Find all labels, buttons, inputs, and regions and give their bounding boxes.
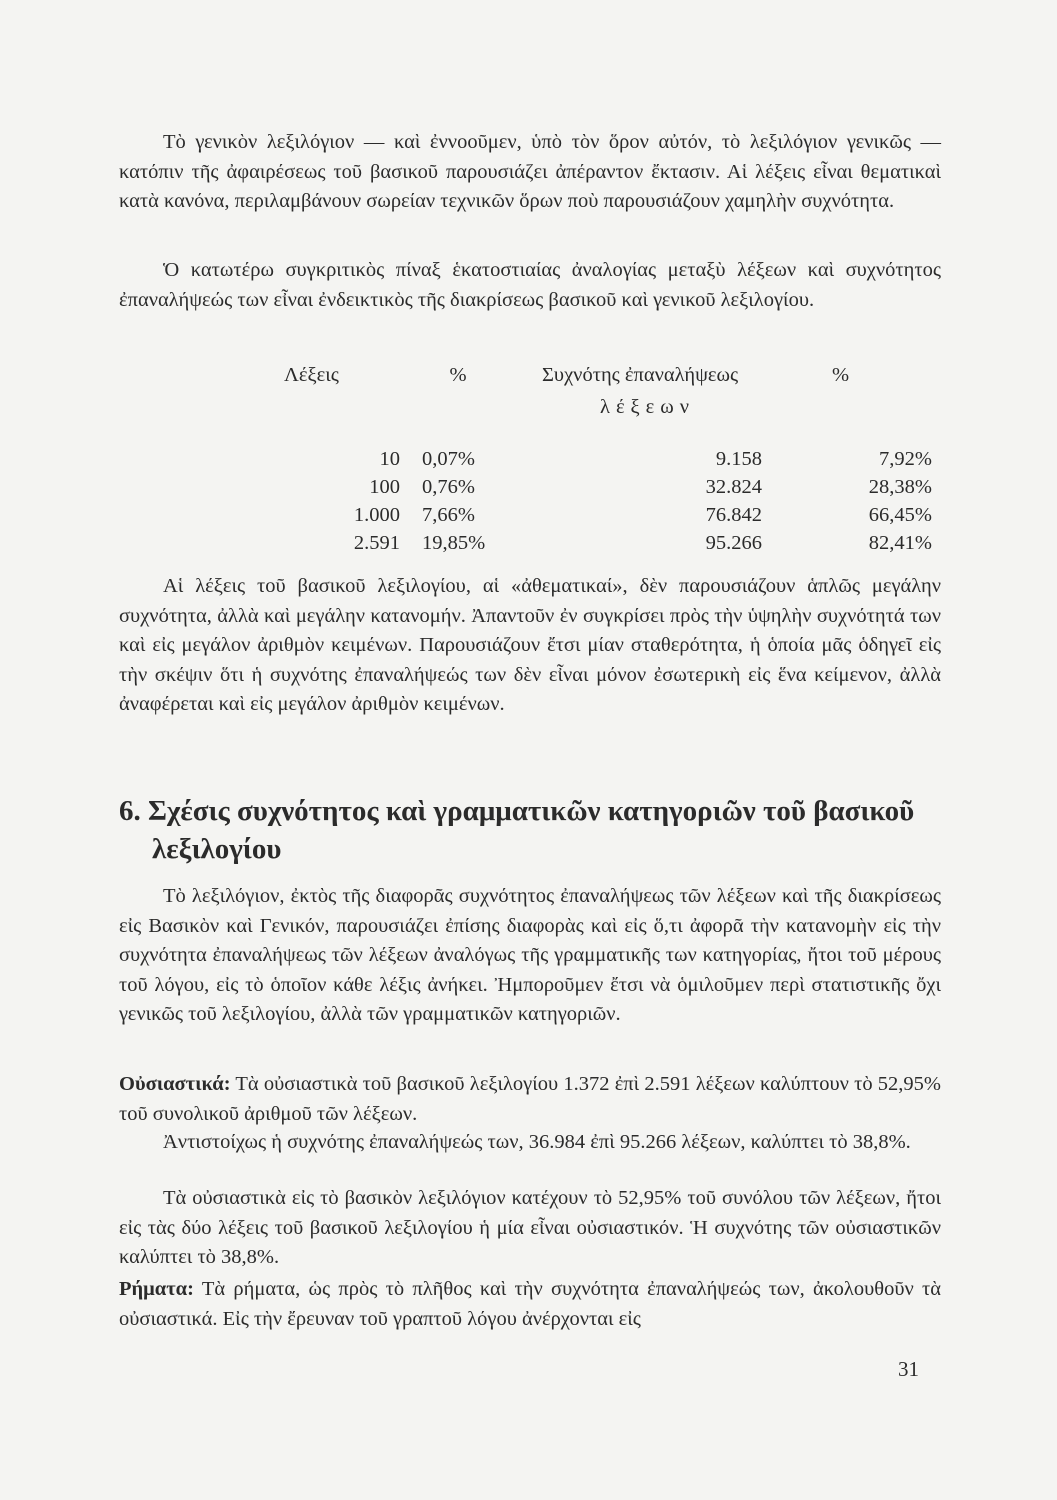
cell-frequency-percent: 66,45% — [868, 504, 932, 526]
table-row — [266, 504, 932, 532]
table-subheader-row — [266, 396, 932, 448]
header-percent-frequency: % — [832, 364, 850, 386]
cell-frequency-percent: 7,92% — [879, 448, 932, 470]
cell-frequency-percent: 82,41% — [868, 532, 932, 554]
cell-words-percent: 19,85% — [422, 532, 486, 554]
table-row — [266, 448, 932, 476]
paragraph-verbs — [119, 1275, 941, 1334]
table-row — [266, 532, 932, 560]
header-words: Λέξεις — [284, 364, 339, 386]
section-number: 6. — [119, 795, 141, 827]
label-verbs: Ρήματα: — [119, 1278, 194, 1300]
paragraph-general-vocabulary: Τὸ γενικὸν λεξιλόγιον — καὶ ἐννοοῦμεν, ὑπὸ τὸν ὅρον αὐτόν, τὸ λεξιλόγιον γενικῶς — κατόπιν τῆς ἀφαιρέσεως τοῦ βασικοῦ παρουσιάζει ἀπέραντον ἔκτασιν. Αἱ λέξεις εἶναι θεματικαὶ κατὰ κανόνα, περιλαμβάνουν σωρείαν τεχνικῶν ὅρων ποὺ παρουσιάζουν χαμηλὴν συχνότητα. — [119, 131, 941, 212]
frequency-table — [266, 364, 932, 560]
cell-words-percent: 0,07% — [422, 448, 475, 470]
header-frequency: Συχνότης ἐπαναλήψεως — [542, 364, 739, 386]
paragraph-table-intro: Ὁ κατωτέρω συγκριτικὸς πίναξ ἑκατοστιαίας ἀναλογίας μεταξὺ λέξεων καὶ συχνότητος ἐπαναλήψεώς των εἶναι ἐνδεικτικὸς τῆς διακρίσεως βασικοῦ καὶ γενικοῦ λεξιλογίου. — [119, 259, 941, 311]
paragraph-nouns-frequency: Ἀντιστοίχως ἡ συχνότης ἐπαναλήψεώς των, 36.984 ἐπὶ 95.266 λέξεων, καλύπτει τὸ 38,8%. — [163, 1131, 911, 1153]
text-nouns: Τὰ οὐσιαστικὰ τοῦ βασικοῦ λεξιλογίου 1.372 ἐπὶ 2.591 λέξεων καλύπτουν τὸ 52,95% τοῦ συνολικοῦ ἀριθμοῦ τῶν λέξεων. — [119, 1073, 941, 1125]
cell-words: 1.000 — [353, 504, 400, 526]
paragraph-grammatical-categories: Τὸ λεξιλόγιον, ἐκτὸς τῆς διαφορᾶς συχνότητος ἐπαναλήψεως τῶν λέξεων καὶ τῆς διακρίσεως εἰς Βασικὸν καὶ Γενικόν, παρουσιάζει ἐπίσης διαφορὰς καὶ εἰς ὅ,τι ἀφορᾶ τὴν κατανομὴν εἰς τὴν συχνότητα ἐπαναλήψεως τῶν λέξεων ἀναλόγως τῆς γραμματικῆς των κατηγορίας, ἤτοι τοῦ μέρους τοῦ λόγου, εἰς τὸ ὁποῖον κάθε λέξις ἀνήκει. Ἠμποροῦμεν ἔτσι νὰ ὁμιλοῦμεν περὶ στατιστικῆς ὄχι γενικῶς τοῦ λεξιλογίου, ἀλλὰ τῶν γραμματικῶν κατηγοριῶν. — [119, 885, 941, 1025]
cell-frequency: 9.158 — [715, 448, 762, 470]
label-nouns: Οὐσιαστικά: — [119, 1073, 231, 1095]
cell-words-percent: 7,66% — [422, 504, 475, 526]
header-percent-words: % — [449, 364, 467, 386]
cell-frequency-percent: 28,38% — [868, 476, 932, 498]
cell-frequency: 95.266 — [705, 532, 762, 554]
text-verbs: Τὰ ρήματα, ὡς πρὸς τὸ πλῆθος καὶ τὴν συχνότητα ἐπαναλήψεώς των, ἀκολουθοῦν τὰ οὐσιαστικά. Εἰς τὴν ἔρευναν τοῦ γραπτοῦ λόγου ἀνέρχονται εἰς — [119, 1278, 941, 1330]
section-title-line1: Σχέσις συχνότητος καὶ γραμματικῶν κατηγοριῶν τοῦ βασικοῦ — [148, 795, 915, 827]
cell-words-percent: 0,76% — [422, 476, 475, 498]
table-header-row — [266, 364, 932, 396]
cell-words: 2.591 — [353, 532, 400, 554]
page-number: 31 — [898, 1357, 919, 1381]
subheader-words-label: λέξεων — [600, 396, 696, 418]
section-heading — [119, 792, 941, 868]
table-row — [266, 476, 932, 504]
paragraph-nouns — [119, 1070, 941, 1129]
cell-frequency: 76.842 — [705, 504, 762, 526]
cell-frequency: 32.824 — [705, 476, 762, 498]
paragraph-basic-vocabulary: Αἱ λέξεις τοῦ βασικοῦ λεξιλογίου, αἱ «ἀθεματικαί», δὲν παρουσιάζουν ἁπλῶς μεγάλην συχνότητα, ἀλλὰ καὶ μεγάλην κατανομήν. Ἀπαντοῦν ἐν συγκρίσει πρὸς τὴν ὑψηλὴν συχνότητά των καὶ εἰς μεγάλον ἀριθμὸν κειμένων. Παρουσιάζουν ἔτσι μίαν σταθερότητα, ἡ ὁποία μᾶς ὁδηγεῖ εἰς τὴν σκέψιν ὅτι ἡ συχνότης ἐπαναλήψεώς των δὲν εἶναι μόνον ἐσωτερικὴ εἰς ἕνα κείμενον, ἀλλὰ ἀναφέρεται καὶ εἰς μεγάλον ἀριθμὸν κειμένων. — [119, 575, 941, 715]
cell-words: 10 — [379, 448, 400, 470]
cell-words: 100 — [369, 476, 400, 498]
section-title-line2: λεξιλογίου — [152, 833, 282, 865]
paragraph-nouns-summary: Τὰ οὐσιαστικὰ εἰς τὸ βασικὸν λεξιλόγιον κατέχουν τὸ 52,95% τοῦ συνόλου τῶν λέξεων, ἤτοι εἰς τὰς δύο λέξεις τοῦ βασικοῦ λεξιλογίου ἡ μία εἶναι οὐσιαστικόν. Ἡ συχνότης τῶν οὐσιαστικῶν καλύπτει τὸ 38,8%. — [119, 1187, 941, 1268]
